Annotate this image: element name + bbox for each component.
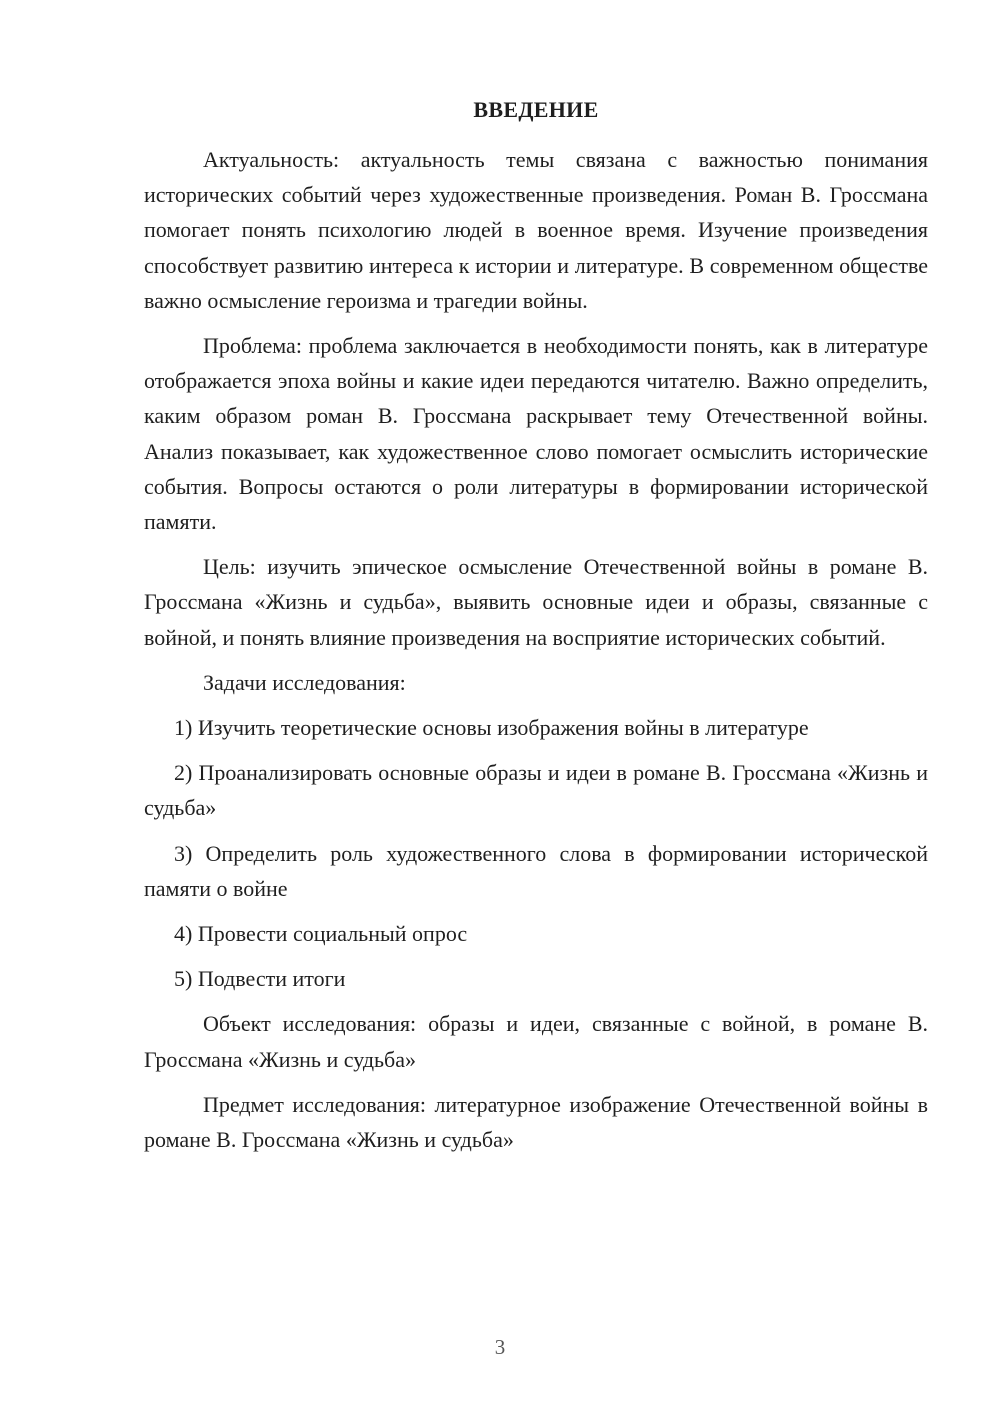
task-item-3: 3) Определить роль художественного слова в формировании исторической памяти о войне	[144, 840, 928, 901]
task-item-4: 4) Провести социальный опрос	[174, 921, 468, 947]
task-item-2: 2) Проанализировать основные образы и идеи в романе В. Гроссмана «Жизнь и судьба»	[144, 760, 928, 821]
page-number: 3	[494, 1335, 506, 1359]
task-item-5: 5) Подвести итоги	[174, 966, 346, 992]
paragraph-object: Объект исследования: образы и идеи, связанные с войной, в романе В. Гроссмана «Жизнь и судьба»	[144, 1011, 928, 1072]
paragraph-goal: Цель: изучить эпическое осмысление Отечественной войны в романе В. Гроссмана «Жизнь и судьба», выявить основные идеи и образы, связанные с войной, и понять влияние произведения на восприятие исторических событий.	[144, 554, 928, 650]
task-item-1: 1) Изучить теоретические основы изображения войны в литературе	[174, 715, 809, 741]
paragraph-relevance: Актуальность: актуальность темы связана с важностью понимания исторических событий через художественные произведения. Роман В. Гроссмана помогает понять психологию людей в военное время. Изучение произведения способствует развитию интереса к истории и литературе. В современном обществе важно осмысление героизма и трагедии войны.	[144, 147, 928, 313]
document-page	[144, 95, 928, 1167]
section-title: ВВЕДЕНИЕ	[473, 97, 599, 122]
tasks-heading: Задачи исследования:	[203, 669, 406, 695]
paragraph-problem: Проблема: проблема заключается в необходимости понять, как в литературе отображается эпоха войны и какие идеи передаются читателю. Важно определить, каким образом роман В. Гроссмана раскрывает тему Отечественной войны. Анализ показывает, как художественное слово помогает осмыслить исторические события. Вопросы остаются о роли литературы в формировании исторической памяти.	[144, 333, 928, 535]
paragraph-subject: Предмет исследования: литературное изображение Отечественной войны в романе В. Гроссмана «Жизнь и судьба»	[144, 1091, 928, 1153]
